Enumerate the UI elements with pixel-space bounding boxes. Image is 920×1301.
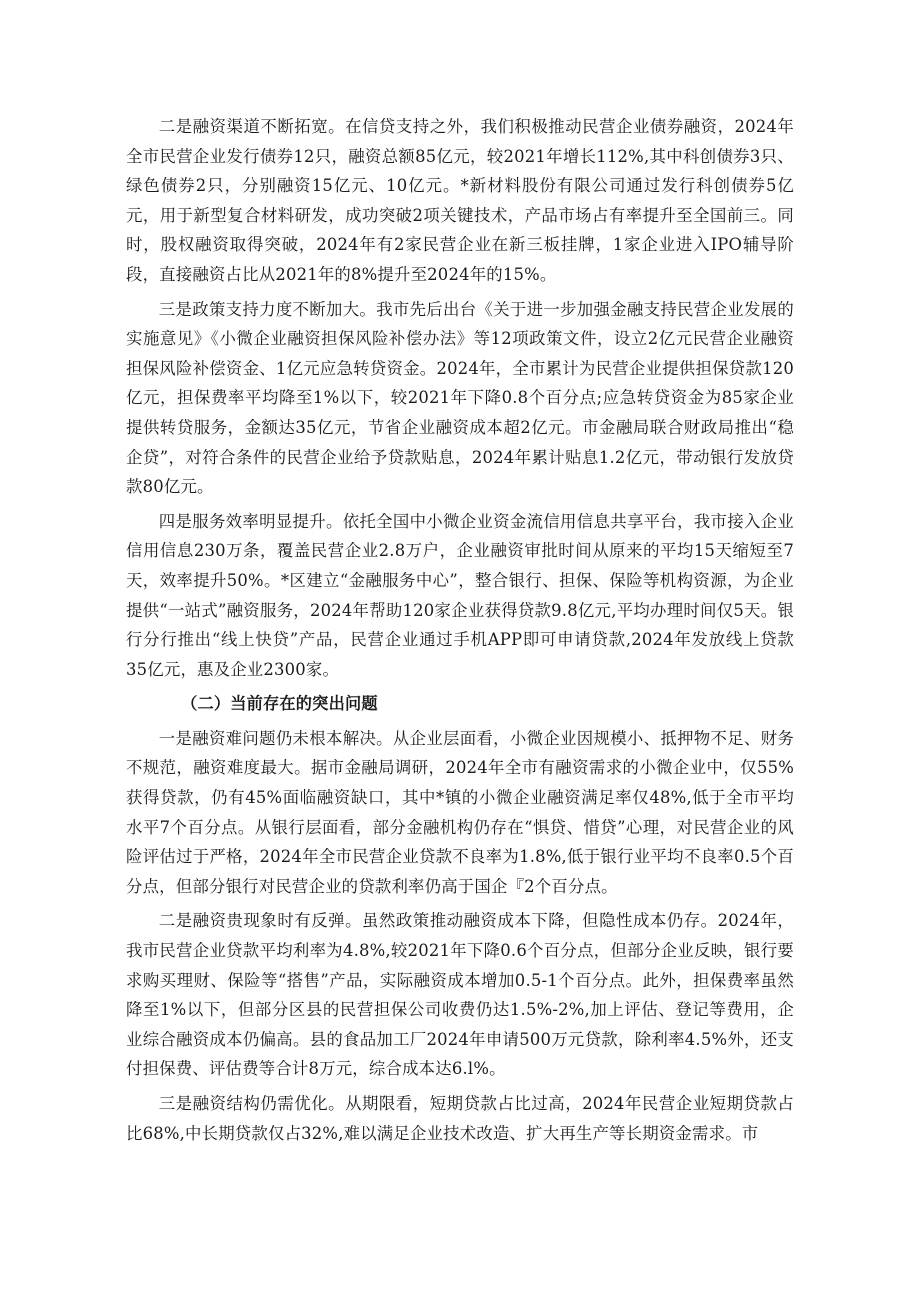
paragraph-service-efficiency: 四是服务效率明显提升。依托全国中小微企业资金流信用信息共享平台，我市接入企业信用信息230万条，覆盖民营企业2.8万户，企业融资审批时间从原来的平均15天缩短至7天，效率提升50%。*区建立“金融服务中心”，整合银行、担保、保险等机构资源，为企业提供“一站式”融资服务，2024年帮助120家企业获得贷款9.8亿元,平均办理时间仅5天。银行分行推出“线上快贷”产品，民营企业通过手机APP即可申请贷款,2024年发放线上贷款35亿元，惠及企业2300家。 bbox=[126, 511, 794, 679]
section-heading: （二）当前存在的突出问题 bbox=[181, 694, 378, 714]
paragraph-policy-support: 三是政策支持力度不断加大。我市先后出台《关于进一步加强金融支持民营企业发展的实施意见》《小微企业融资担保风险补偿办法》等12项政策文件，设立2亿元民营企业融资担保风险补偿资金、1亿元应急转贷资金。2024年，全市累计为民营企业提供担保贷款120亿元，担保费率平均降至1%以下，较2021年下降0.8个百分点;应急转贷资金为85家企业提供转贷服务，金额达35亿元，节省企业融资成本超2亿元。市金融局联合财政局推出“稳企贷”，对符合条件的民营企业给予贷款贴息，2024年累计贴息1.2亿元，带动银行发放贷款80亿元。 bbox=[126, 299, 794, 497]
document-body bbox=[126, 112, 794, 1153]
paragraph-financing-channels: 二是融资渠道不断拓宽。在信贷支持之外，我们积极推动民营企业债券融资，2024年全市民营企业发行债券12只，融资总额85亿元，较2021年增长112%,其中科创债券3只、绿色债券2只，分别融资15亿元、10亿元。*新材料股份有限公司通过发行科创债券5亿元，用于新型复合材料研发，成功突破2项关键技术，产品市场占有率提升至全国前三。同时，股权融资取得突破，2024年有2家民营企业在新三板挂牌，1家企业进入IPO辅导阶段，直接融资占比从2021年的8%提升至2024年的15%。 bbox=[126, 117, 794, 284]
paragraph-financing-difficulty: 一是融资难问题仍未根本解决。从企业层面看，小微企业因规模小、抵押物不足、财务不规范，融资难度最大。据市金融局调研，2024年全市有融资需求的小微企业中，仅55%获得贷款，仍有45%面临融资缺口，其中*镇的小微企业融资满足率仅48%,低于全市平均水平7个百分点。从银行层面看，部分金融机构仍存在“惧贷、惜贷”心理，对民营企业的风险评估过于严格，2024年全市民营企业贷款不良率为1.8%,低于银行业平均不良率0.5个百分点，但部分银行对民营企业的贷款利率仍高于国企『2个百分点。 bbox=[126, 728, 794, 896]
paragraph-financing-structure: 三是融资结构仍需优化。从期限看，短期贷款占比过高，2024年民营企业短期贷款占比68%,中长期贷款仅占32%,难以满足企业技术改造、扩大再生产等长期资金需求。市 bbox=[126, 1094, 794, 1143]
paragraph-financing-cost: 二是融资贵现象时有反弹。虽然政策推动融资成本下降，但隐性成本仍存。2024年，我市民营企业贷款平均利率为4.8%,较2021年下降0.6个百分点，但部分企业反映，银行要求购买理财、保险等“搭售”产品，实际融资成本增加0.5-1个百分点。此外，担保费率虽然降至1%以下，但部分区县的民营担保公司收费仍达1.5%-2%,加上评估、登记等费用，企业综合融资成本仍偏高。县的食品加工厂2024年申请500万元贷款，除利率4.5%外，还支付担保费、评估费等合计8万元，综合成本达6.l%。 bbox=[126, 911, 794, 1079]
